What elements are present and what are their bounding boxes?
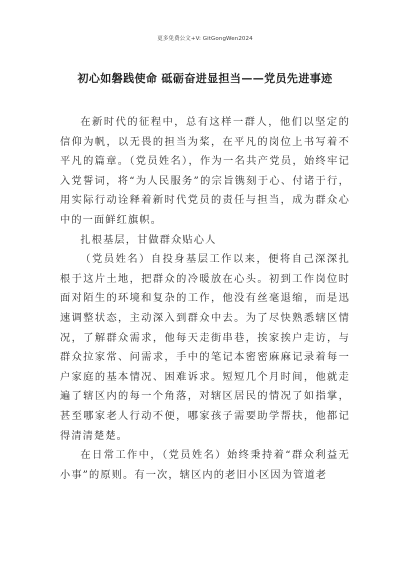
section-heading: 扎根基层，甘做群众贴心人 bbox=[80, 234, 217, 246]
document-title: 初心如磐践使命 砥砺奋进显担当——党员先进事迹 bbox=[77, 72, 333, 85]
paragraph-intro: 在新时代的征程中，总有这样一群人，他们以坚定的信仰为帆，以无畏的担当为桨，在平凡的岗位上书写着不平凡的篇章。（党员姓名），作为一名共产党员，始终牢记入党誓词，将“为人民服务”的宗旨镌刻于心、付诸于行，用实际行动诠释着新时代党员的责任与担当，成为群众心中的一面鲜红旗帜。 bbox=[60, 117, 350, 226]
document-body bbox=[60, 113, 350, 485]
header-note: 更多免费公文+V: GitGongWen2024 bbox=[157, 36, 253, 42]
paragraph-daily-work: 在日常工作中，（党员姓名）始终秉持着“群众利益无小事”的原则。有一次，辖区内的老旧小区因为管道老 bbox=[60, 450, 350, 481]
paragraph-grassroots: （党员姓名）自投身基层工作以来，便将自己深深扎根于这片土地，把群众的冷暖放在心头。初到工作岗位时面对陌生的环境和复杂的工作，他没有丝毫退缩，而是迅速调整状态，主动深入到群众中去。为了尽快熟悉辖区情况，了解群众需求，他每天走街串巷，挨家挨户走访，与群众拉家常、问需求，手中的笔记本密密麻麻记录着每一户家庭的基本情况、困难诉求。短短几个月时间，他就走遍了辖区内的每一个角落，对辖区居民的情况了如指掌，甚至哪家老人行动不便，哪家孩子需要助学帮扶，他都记得清清楚楚。 bbox=[60, 254, 350, 442]
